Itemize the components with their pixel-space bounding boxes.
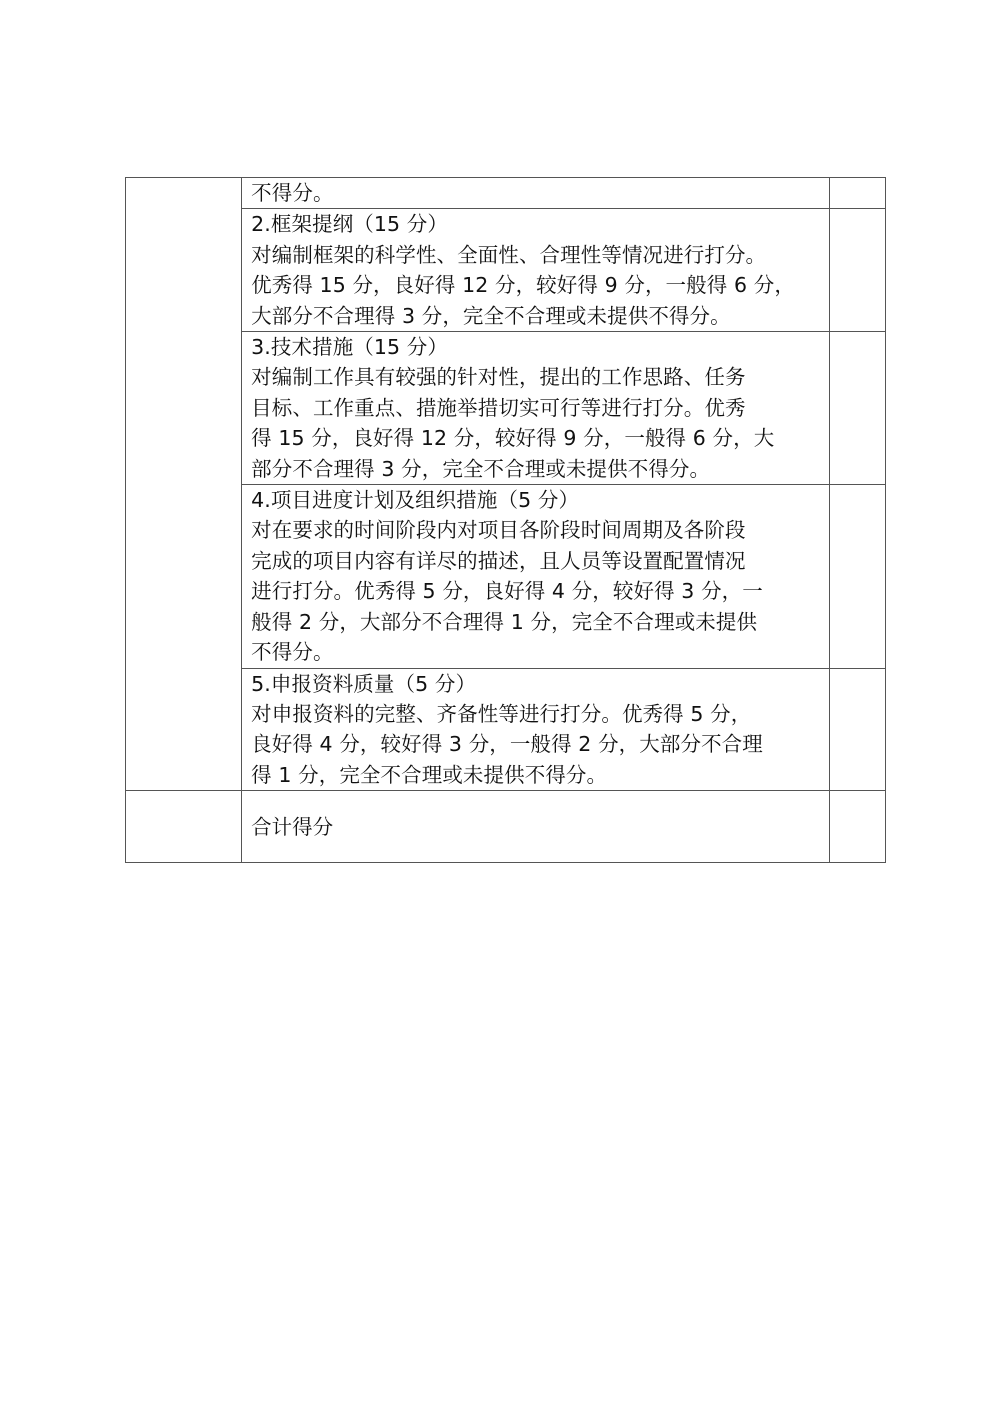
criteria-heading: 2.框架提纲（15 分） <box>251 212 449 237</box>
criteria-line: 完成的项目内容有详尽的描述，且人员等设置配置情况 <box>251 548 746 573</box>
criteria-line: 不得分。 <box>251 181 334 205</box>
criteria-cell <box>242 332 830 485</box>
criteria-line: 得 15 分，良好得 12 分，较好得 9 分，一般得 6 分，大 <box>251 426 775 451</box>
score-cell[interactable] <box>829 332 885 485</box>
score-cell[interactable] <box>829 668 885 791</box>
criteria-line: 进行打分。优秀得 5 分，良好得 4 分，较好得 3 分，一 <box>251 579 763 604</box>
criteria-text <box>242 485 829 667</box>
criteria-cell <box>242 209 830 332</box>
criteria-line: 良好得 4 分，较好得 3 分，一般得 2 分，大部分不合理 <box>251 732 763 757</box>
criteria-cell <box>242 668 830 791</box>
total-row <box>126 791 886 863</box>
criteria-text <box>242 209 829 331</box>
criteria-line: 对申报资料的完整、齐备性等进行打分。优秀得 5 分， <box>251 701 752 726</box>
category-cell <box>126 178 242 791</box>
table-row <box>126 178 886 209</box>
criteria-line: 对编制框架的科学性、全面性、合理性等情况进行打分。 <box>251 242 767 267</box>
criteria-line: 对编制工作具有较强的针对性，提出的工作思路、任务 <box>251 365 746 390</box>
criteria-heading: 3.技术措施（15 分） <box>251 335 449 360</box>
total-empty-cell <box>126 791 242 863</box>
criteria-heading: 5.申报资料质量（5 分） <box>251 671 477 696</box>
total-label: 合计得分 <box>251 814 334 839</box>
criteria-heading: 4.项目进度计划及组织措施（5 分） <box>251 488 580 513</box>
criteria-line: 般得 2 分，大部分不合理得 1 分，完全不合理或未提供 <box>251 609 758 634</box>
criteria-line: 大部分不合理得 3 分，完全不合理或未提供不得分。 <box>251 303 731 328</box>
score-cell[interactable] <box>829 178 885 209</box>
criteria-line: 对在要求的时间阶段内对项目各阶段时间周期及各阶段 <box>251 518 746 543</box>
criteria-cell <box>242 485 830 668</box>
criteria-line: 部分不合理得 3 分，完全不合理或未提供不得分。 <box>251 456 711 481</box>
criteria-line: 不得分。 <box>251 640 334 665</box>
criteria-text <box>242 669 829 791</box>
criteria-line: 目标、工作重点、措施举措切实可行等进行打分。优秀 <box>251 395 746 420</box>
criteria-line: 优秀得 15 分，良好得 12 分，较好得 9 分，一般得 6 分， <box>251 273 795 298</box>
score-cell[interactable] <box>829 485 885 668</box>
total-score-cell[interactable] <box>829 791 885 863</box>
criteria-text <box>242 178 829 208</box>
scoring-criteria-table <box>125 177 886 863</box>
criteria-text <box>242 332 829 484</box>
score-cell[interactable] <box>829 209 885 332</box>
criteria-line: 得 1 分，完全不合理或未提供不得分。 <box>251 762 608 787</box>
total-label-cell <box>242 791 830 863</box>
criteria-cell <box>242 178 830 209</box>
